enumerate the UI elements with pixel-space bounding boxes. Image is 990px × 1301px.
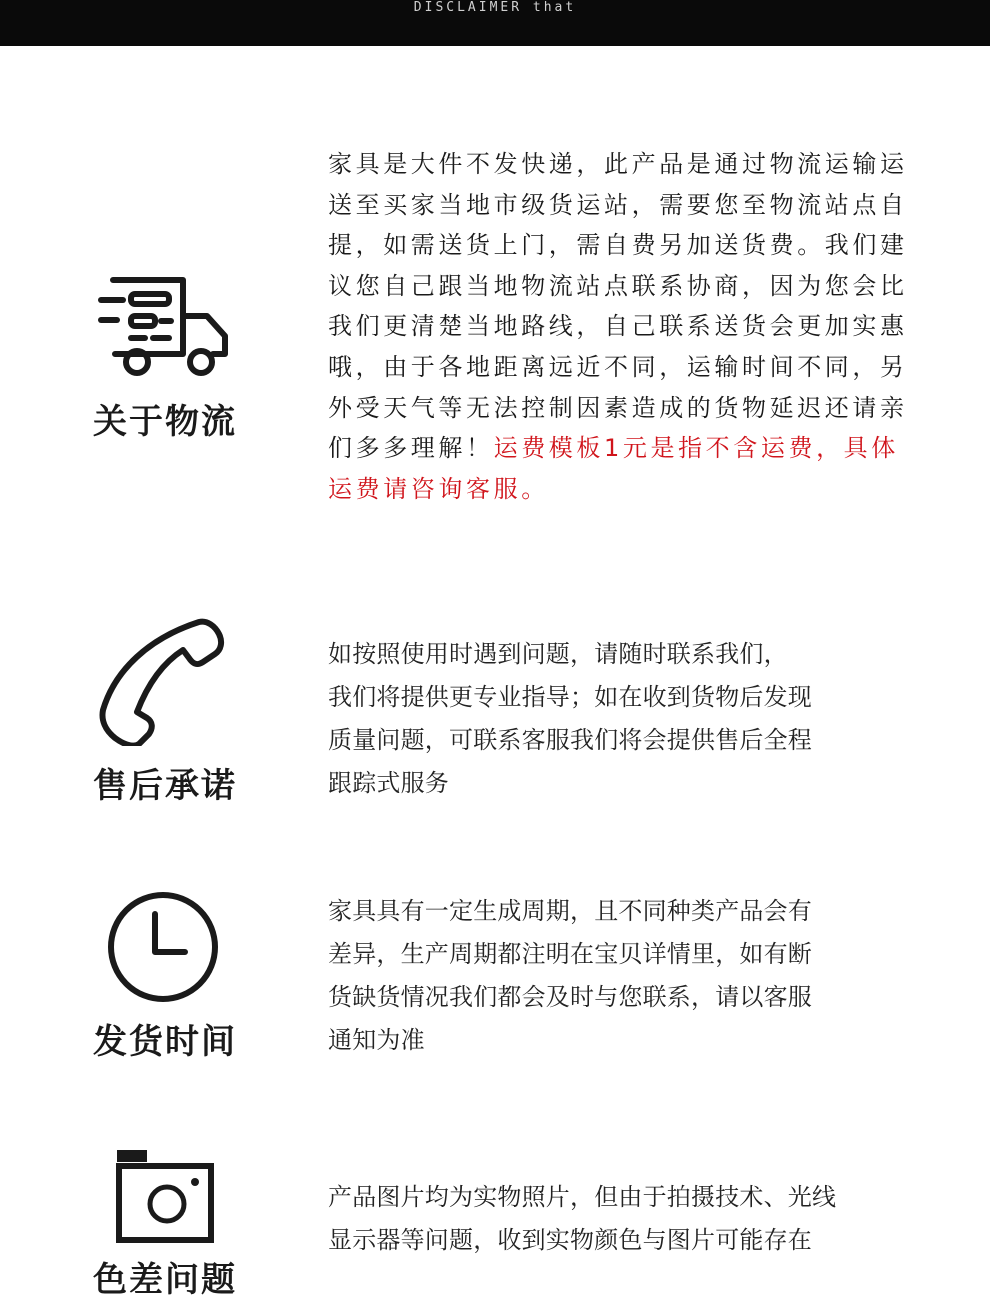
- body-line: 显示器等问题，收到实物颜色与图片可能存在: [328, 1226, 812, 1254]
- body-text: 家具是大件不发快递，此产品是通过物流运输运送至买家当地市级货运站，需要您至物流站点自提，如需送货上门，需自费另加送货费。我们建议您自己跟当地物流站点联系协商，因为您会比我们更清楚当地路线，自己联系送货会更加实惠哦，由于各地距离远近不同，运输时间不同，另外受天气等无法控制因素造成的货物延迟还请亲们多多理解！: [328, 150, 908, 463]
- section-body: [328, 890, 908, 1062]
- body-line: 家具具有一定生成周期，且不同种类产品会有: [328, 897, 812, 925]
- body-line: 产品图片均为实物照片，但由于拍摄技术、光线: [328, 1183, 837, 1211]
- clock-icon: [95, 890, 235, 1006]
- section-body: [328, 633, 908, 805]
- top-banner: [0, 0, 990, 46]
- section-title: 售后承诺: [93, 766, 237, 806]
- body-line: 我们将提供更专业指导；如在收到货物后发现: [328, 683, 812, 711]
- body-line: 差异，生产周期都注明在宝贝详情里，如有断: [328, 940, 812, 968]
- section-title: 色差问题: [93, 1260, 237, 1300]
- highlight-text: 运费模板1元是指不含运费，具体运费请咨询客服。: [328, 434, 899, 503]
- section-title: 关于物流: [93, 402, 237, 442]
- section-body: [328, 144, 908, 509]
- body-line: 跟踪式服务: [328, 769, 449, 797]
- phone-handset-icon: [95, 616, 235, 746]
- delivery-truck-icon: [95, 272, 235, 382]
- section-body: [328, 1176, 908, 1262]
- section-title: 发货时间: [93, 1022, 237, 1062]
- body-line: 质量问题，可联系客服我们将会提供售后全程: [328, 726, 812, 754]
- body-line: 货缺货情况我们都会及时与您联系，请以客服: [328, 983, 812, 1011]
- camera-icon: [95, 1148, 235, 1248]
- body-line: 通知为准: [328, 1026, 425, 1054]
- body-line: 如按照使用时遇到问题，请随时联系我们，: [328, 640, 788, 668]
- banner-text: DISCLAIMER that: [413, 0, 577, 15]
